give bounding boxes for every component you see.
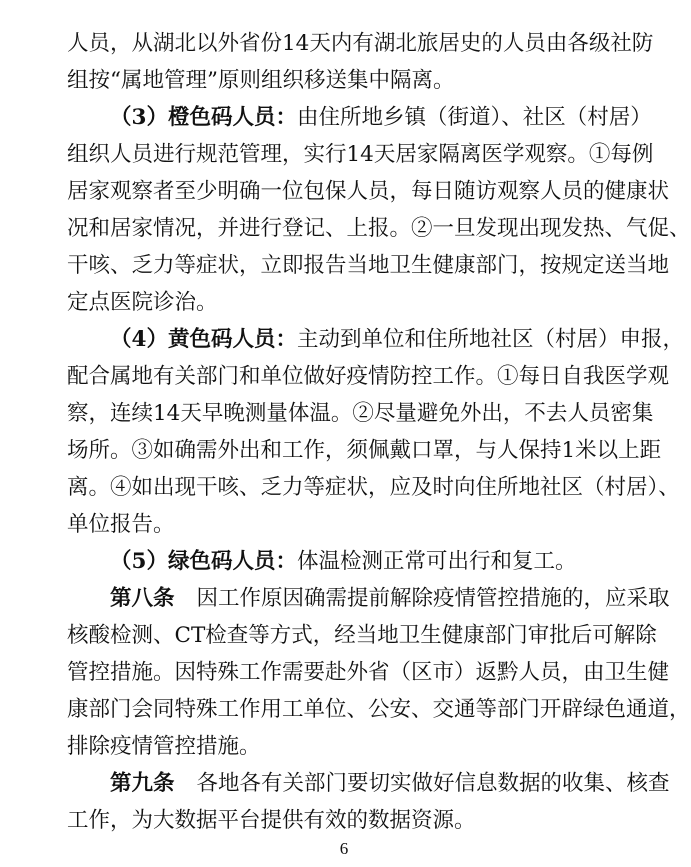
text-line: 况和居家情况，并进行登记、上报。②一旦发现出现发热、气促、: [67, 216, 691, 241]
article-eight: [110, 584, 670, 614]
article-heading: 第九条: [110, 771, 175, 796]
text-line: 工作，为大数据平台提供有效的数据资源。: [67, 808, 476, 833]
text-line: 康部门会同特殊工作用工单位、公安、交通等部门开辟绿色通道，: [67, 697, 691, 722]
text-line: 核酸检测、CT检查等方式，经当地卫生健康部门审批后可解除: [67, 623, 657, 648]
paragraph-orange-code: [110, 103, 652, 133]
text-run: 各地各有关部门要切实做好信息数据的收集、核查: [196, 771, 670, 796]
paragraph-yellow-code: [110, 325, 684, 355]
text-line: 场所。③如确需外出和工作，须佩戴口罩，与人保持1米以上距: [67, 438, 662, 463]
text-run: 因工作原因确需提前解除疫情管控措施的，应采取: [196, 586, 670, 611]
article-nine: [110, 769, 670, 799]
text-line: 居家观察者至少明确一位包保人员，每日随访观察人员的健康状: [67, 179, 670, 204]
page-number: 6: [339, 839, 349, 858]
section-heading: （5）绿色码人员：: [110, 549, 297, 574]
text-run: 体温检测正常可出行和复工。: [296, 549, 577, 574]
text-line: 干咳、乏力等症状，立即报告当地卫生健康部门，按规定送当地: [67, 253, 670, 278]
text-line: 排除疫情管控措施。: [67, 734, 261, 759]
text-run: 由住所地乡镇（街道）、社区（村居）: [296, 105, 652, 130]
text-line: 离。④如出现干咳、乏力等症状，应及时向住所地社区（村居）、: [67, 475, 680, 500]
text-line: 组织人员进行规范管理，实行14天居家隔离医学观察。①每例: [67, 142, 654, 167]
text-line: 单位报告。: [67, 512, 175, 537]
text-line: 察，连续14天早晚测量体温。②尽量避免外出，不去人员密集: [67, 401, 654, 426]
paragraph-green-code: [110, 547, 637, 577]
section-heading: （3）橙色码人员：: [110, 105, 297, 130]
section-heading: （4）黄色码人员：: [110, 327, 297, 352]
text-line: 人员，从湖北以外省份14天内有湖北旅居史的人员由各级社防: [67, 31, 654, 56]
article-heading: 第八条: [110, 586, 175, 611]
text-line: 定点医院诊治。: [67, 290, 218, 315]
text-run: 主动到单位和住所地社区（村居）申报，: [296, 327, 684, 352]
text-line: 组按“属地管理”原则组织移送集中隔离。: [67, 68, 455, 93]
text-line: 配合属地有关部门和单位做好疫情防控工作。①每日自我医学观: [67, 364, 670, 389]
text-line: 管控措施。因特殊工作需要赴外省（区市）返黔人员，由卫生健: [67, 660, 670, 685]
